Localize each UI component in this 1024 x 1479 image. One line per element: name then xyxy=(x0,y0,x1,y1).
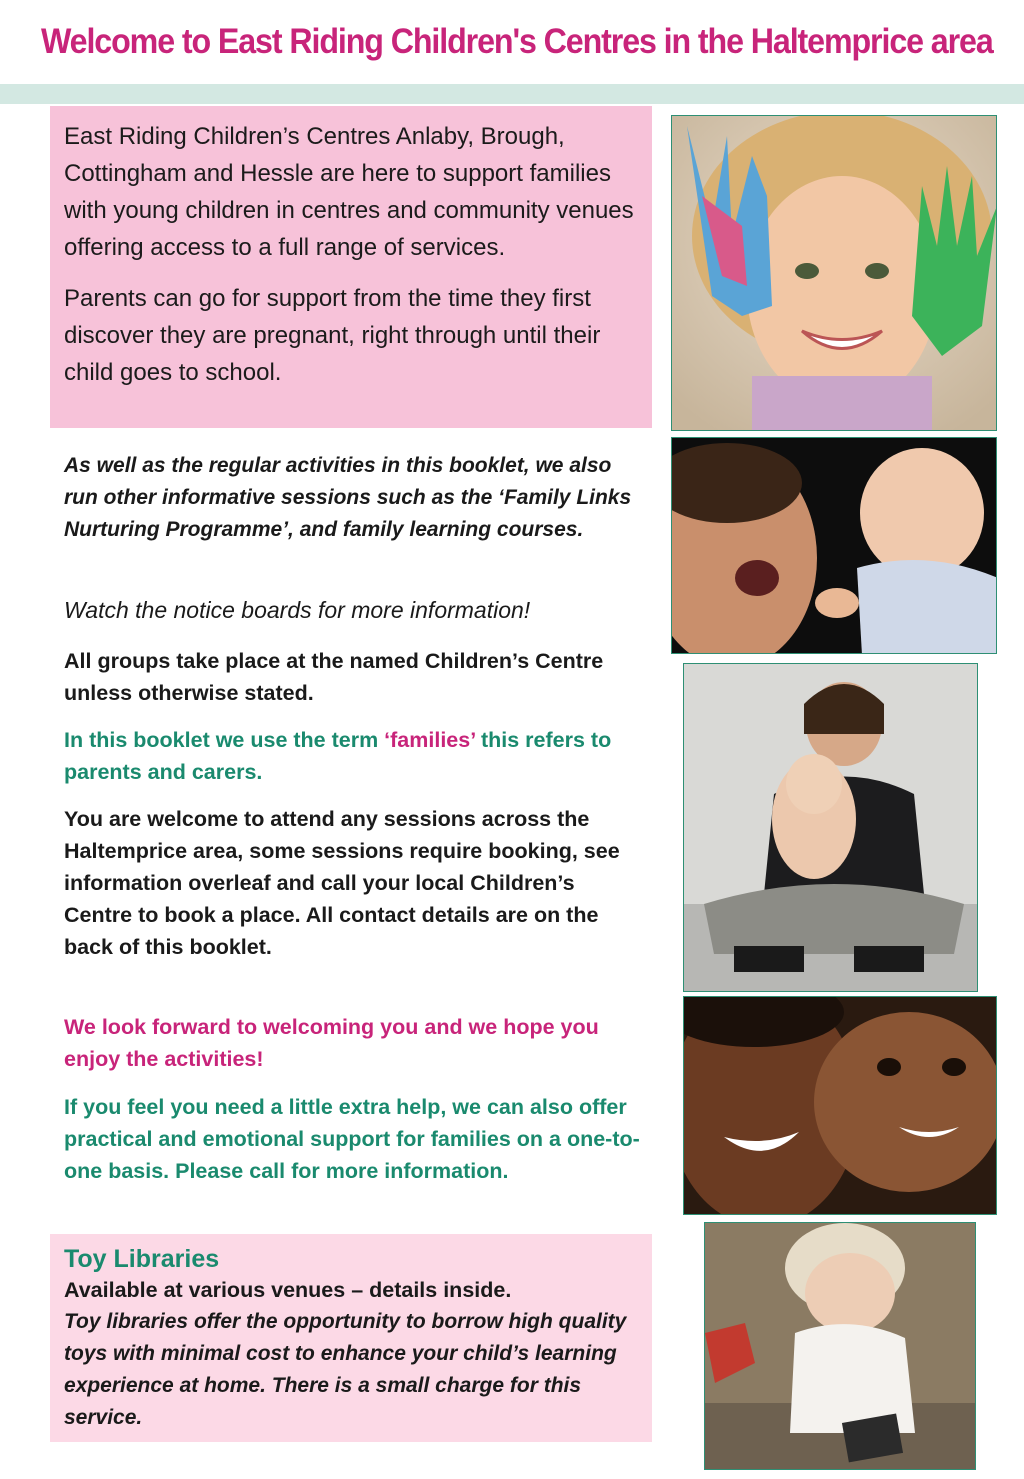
photo-father-and-baby xyxy=(671,437,997,654)
families-text-pre: In this booklet we use the term xyxy=(64,728,385,752)
intro-box xyxy=(50,106,652,428)
extra-help-text: If you feel you need a little extra help, we can also offer practical and emotional support for families on a one-to-one basis. Please call for more information. xyxy=(64,1095,640,1183)
intro-paragraph-2: Parents can go for support from the time they first discover they are pregnant, right through until their child goes to school. xyxy=(64,285,601,386)
notice-text: Watch the notice boards for more information! xyxy=(64,597,531,623)
photo-mother-and-baby-smiling xyxy=(683,996,997,1215)
toy-libraries-description: Toy libraries offer the opportunity to borrow high quality toys with minimal cost to enhance your child’s learning experience at home. There is a small charge for this service. xyxy=(64,1310,627,1429)
toy-libraries-title: Toy Libraries xyxy=(64,1245,220,1273)
photo-toddler-playing xyxy=(704,1222,976,1470)
families-text xyxy=(64,724,644,788)
look-forward-text: We look forward to welcoming you and we hope you enjoy the activities! xyxy=(64,1015,599,1071)
families-text-post: this refers to parents and carers. xyxy=(64,728,612,784)
photo-mother-and-baby-sitting xyxy=(683,663,978,992)
welcome-text: You are welcome to attend any sessions across the Haltemprice area, some sessions require booking, see information overleaf and call your local Children’s Centre to book a place. All contact details are on the back of this booklet. xyxy=(64,807,620,959)
photo-child-painted-hands xyxy=(671,115,997,431)
title-divider-bar xyxy=(0,84,1024,104)
page-title: Welcome to East Riding Children's Centres in the Haltemprice area xyxy=(40,22,993,61)
families-term: ‘families’ xyxy=(384,728,476,752)
toy-libraries-box xyxy=(50,1234,652,1442)
sessions-text: As well as the regular activities in this booklet, we also run other informative sessions such as the ‘Family Links Nurturing Programme’, and family learning courses. xyxy=(64,454,632,541)
intro-paragraph-1: East Riding Children’s Centres Anlaby, Brough, Cottingham and Hessle are here to support families with young children in centres and community venues offering access to a full range of services. xyxy=(64,123,634,261)
toy-libraries-availability: Available at various venues – details inside. xyxy=(64,1278,512,1302)
groups-text: All groups take place at the named Children’s Centre unless otherwise stated. xyxy=(64,649,604,705)
